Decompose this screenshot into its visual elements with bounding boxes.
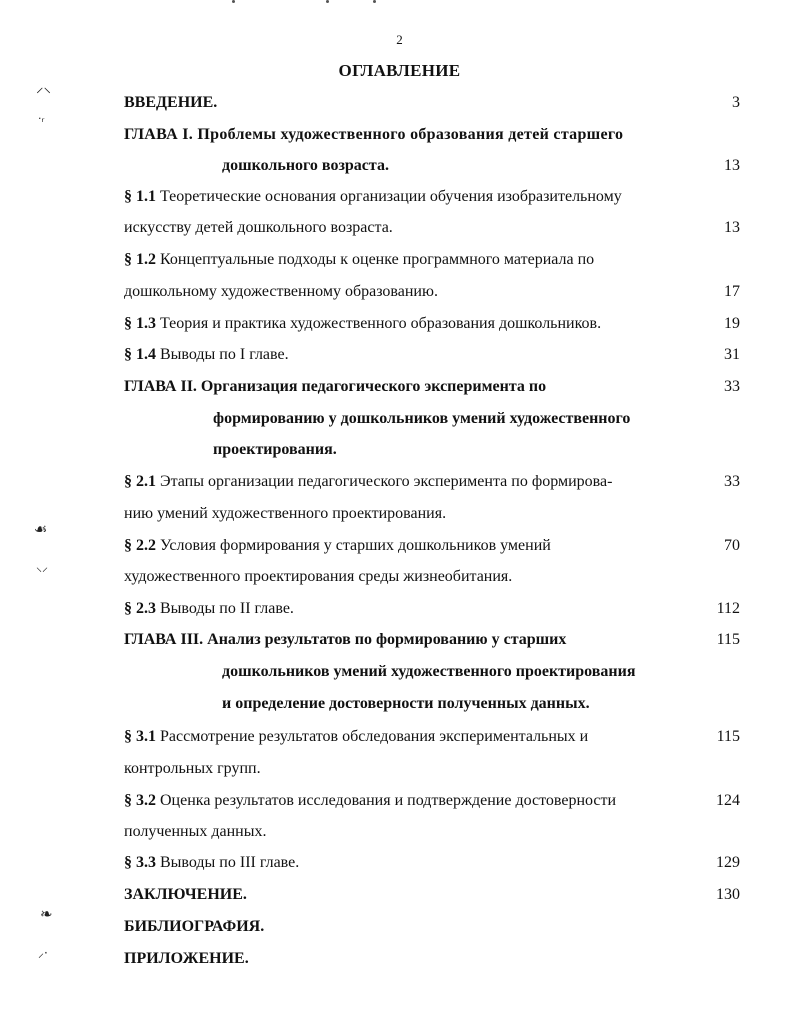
toc-entry-s31-cont: контрольных групп.: [124, 760, 261, 777]
toc-page-ch2: 33: [724, 378, 740, 395]
toc-entry-bibliography: БИБЛИОГРАФИЯ.: [124, 918, 265, 935]
section-text: Оценка результатов исследования и подтверждение достоверности: [156, 792, 617, 809]
margin-mark-6: ⸝·: [38, 946, 48, 960]
section-text: Выводы по III главе.: [156, 854, 300, 871]
toc-entry-s12: [124, 250, 694, 270]
section-text: Концептуальные подходы к оценке программного материала по: [156, 251, 595, 268]
toc-entry-s13: [124, 314, 694, 334]
margin-mark-4: ⸜⸝: [36, 560, 49, 574]
toc-entry-conclusion: ЗАКЛЮЧЕНИЕ.: [124, 886, 247, 903]
toc-page-s12: 17: [724, 283, 740, 300]
toc-entry-ch3: ГЛАВА III. Анализ результатов по формированию у старших: [124, 631, 567, 648]
margin-mark-3: ☙: [34, 520, 48, 538]
toc-page-s14: 31: [724, 346, 740, 363]
toc-page-conclusion: 130: [716, 886, 740, 903]
section-number: § 1.3: [124, 315, 156, 332]
section-number: § 1.1: [124, 188, 156, 205]
toc-entry-ch2-cont: формированию у дошкольников умений художественного: [213, 410, 631, 427]
toc-entry-s11-cont: искусству детей дошкольного возраста.: [124, 219, 393, 236]
toc-entry-s22: [124, 536, 694, 556]
page-number: 2: [396, 32, 403, 47]
section-number: § 2.3: [124, 600, 156, 617]
toc-entry-s23: [124, 599, 694, 619]
toc-entry-s33: [124, 853, 694, 873]
section-text: Рассмотрение результатов обследования экспериментальных и: [156, 728, 589, 745]
toc-entry-s32: [124, 791, 694, 811]
margin-mark-5: ❧: [40, 905, 53, 923]
toc-page-ch1: 13: [724, 157, 740, 174]
toc-page-s33: 129: [716, 854, 740, 871]
scan-speck: [373, 0, 376, 3]
toc-entry-ch2: ГЛАВА II. Организация педагогического эксперимента по: [124, 378, 547, 395]
section-number: § 2.1: [124, 473, 156, 490]
margin-mark-2: ·ᵣ: [38, 112, 45, 125]
section-text: Теория и практика художественного образования дошкольников.: [156, 315, 602, 332]
scan-speck: [326, 0, 329, 3]
toc-entry-ch1-cont: дошкольного возраста.: [222, 157, 389, 174]
toc-page-s11: 13: [724, 219, 740, 236]
toc-entry-appendix: ПРИЛОЖЕНИЕ.: [124, 950, 249, 967]
toc-page-intro: 3: [732, 94, 740, 111]
scan-speck: [232, 0, 235, 3]
toc-page-s23: 112: [716, 600, 740, 617]
page-title: ОГЛАВЛЕНИЕ: [338, 61, 461, 80]
toc-page-s32: 124: [716, 792, 740, 809]
toc-entry-s12-cont: дошкольному художественному образованию.: [124, 283, 438, 300]
toc-entry-intro: ВВЕДЕНИЕ.: [124, 94, 218, 111]
toc-entry-ch3-cont2: и определение достоверности полученных данных.: [222, 695, 590, 712]
section-number: § 1.4: [124, 346, 156, 363]
section-number: § 3.2: [124, 792, 156, 809]
section-text: Выводы по II главе.: [156, 600, 294, 617]
toc-entry-s32-cont: полученных данных.: [124, 823, 267, 840]
section-number: § 3.3: [124, 854, 156, 871]
toc-entry-s14: [124, 345, 694, 365]
toc-page-ch3: 115: [716, 631, 740, 648]
toc-entry-s11: [124, 187, 694, 207]
toc-page-s21: 33: [724, 473, 740, 490]
toc-entry-ch1: ГЛАВА I. Проблемы художественного образования детей старшего: [124, 126, 624, 143]
toc-entry-ch3-cont: дошкольников умений художественного проектирования: [222, 663, 636, 680]
section-text: Условия формирования у старших дошкольников умений: [156, 537, 551, 554]
section-text: Этапы организации педагогического эксперимента по формирова-: [156, 473, 613, 490]
toc-entry-s21: [124, 472, 694, 492]
toc-page-s13: 19: [724, 315, 740, 332]
section-text: Теоретические основания организации обучения изобразительному: [156, 188, 622, 205]
section-text: Выводы по I главе.: [156, 346, 289, 363]
section-number: § 1.2: [124, 251, 156, 268]
toc-entry-s22-cont: художественного проектирования среды жизнеобитания.: [124, 568, 513, 585]
toc-page-s31: 115: [716, 728, 740, 745]
section-number: § 2.2: [124, 537, 156, 554]
section-number: § 3.1: [124, 728, 156, 745]
margin-mark-1: ⸝⸜: [36, 78, 52, 96]
toc-page-s22: 70: [724, 537, 740, 554]
toc-entry-ch2-cont2: проектирования.: [213, 441, 337, 458]
toc-entry-s31: [124, 727, 694, 747]
toc-entry-s21-cont: нию умений художественного проектирования.: [124, 505, 447, 522]
